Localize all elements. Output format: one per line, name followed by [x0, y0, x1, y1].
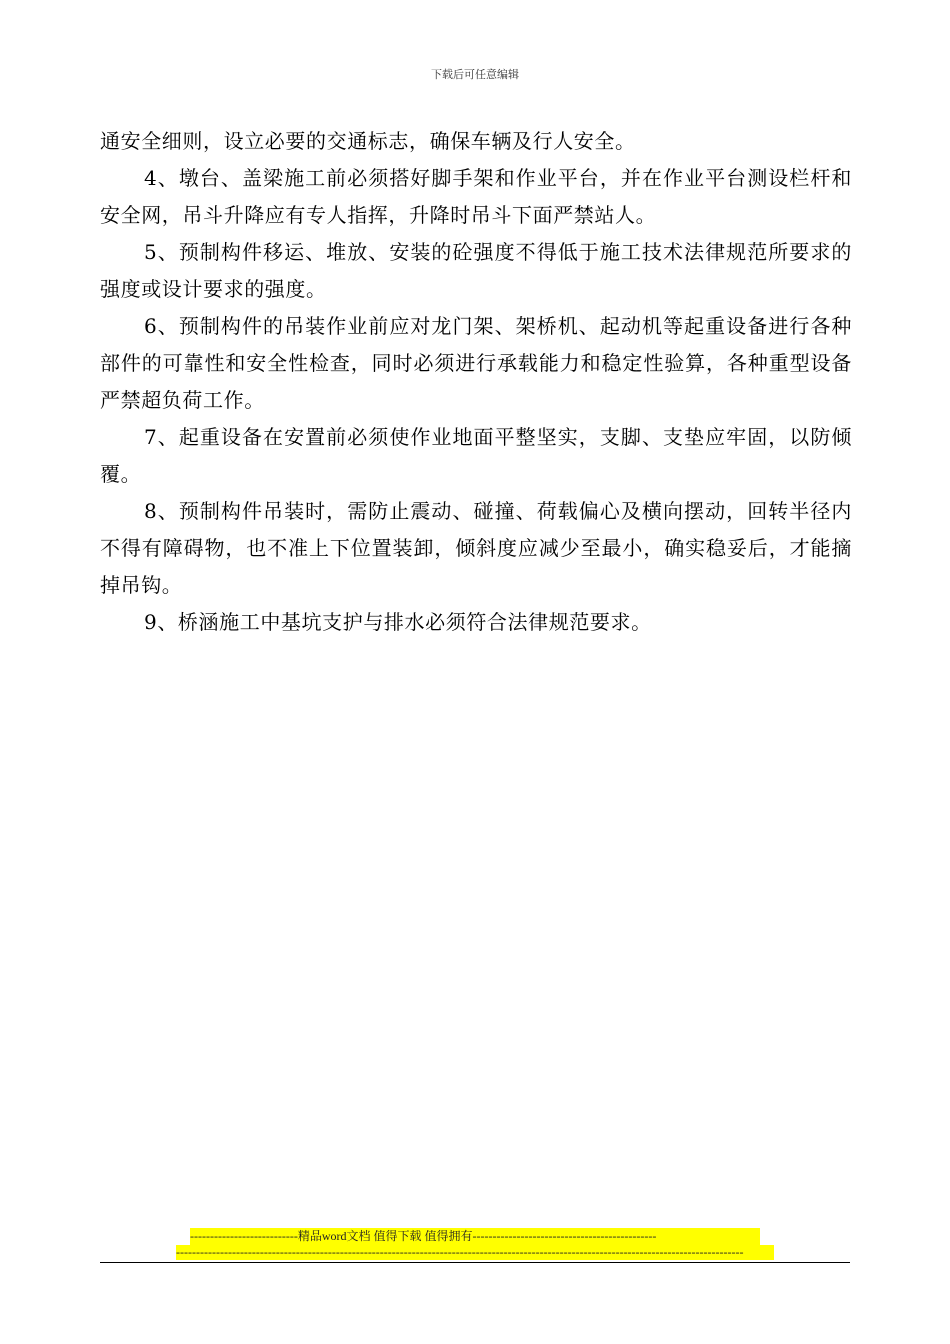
paragraph-item-7: 7、起重设备在安置前必须使作业地面平整坚实，支脚、支垫应牢固，以防倾覆。	[100, 425, 852, 486]
footer-dash-line: ----------------------------------------------------------------------------------------------------------------------------------------------	[176, 1245, 774, 1260]
paragraph-item-8: 8、预制构件吊装时，需防止震动、碰撞、荷载偏心及横向摆动，回转半径内不得有障碍物，也不准上下位置装卸，倾斜度应减少至最小，确实稳妥后，才能摘掉吊钩。	[100, 499, 852, 597]
header-note: 下载后可任意编辑	[431, 68, 519, 81]
document-body	[100, 123, 852, 641]
paragraph-item-4: 4、墩台、盖梁施工前必须搭好脚手架和作业平台，并在作业平台测设栏杆和安全网，吊斗升降应有专人指挥，升降时吊斗下面严禁站人。	[100, 166, 852, 227]
paragraph-item-6: 6、预制构件的吊装作业前应对龙门架、架桥机、起动机等起重设备进行各种部件的可靠性和安全性检查，同时必须进行承载能力和稳定性验算，各种重型设备严禁超负荷工作。	[100, 314, 852, 412]
footer-divider	[100, 1262, 850, 1263]
paragraph-item-5: 5、预制构件移运、堆放、安装的砼强度不得低于施工技术法律规范所要求的强度或设计要求的强度。	[100, 240, 852, 301]
footer-promo-line: ---------------------------精品word文档 值得下载 值得拥有----------------------------------------------	[190, 1228, 760, 1245]
paragraph-continuation: 通安全细则，设立必要的交通标志，确保车辆及行人安全。	[100, 129, 636, 153]
paragraph-item-9: 9、桥涵施工中基坑支护与排水必须符合法律规范要求。	[144, 610, 652, 634]
